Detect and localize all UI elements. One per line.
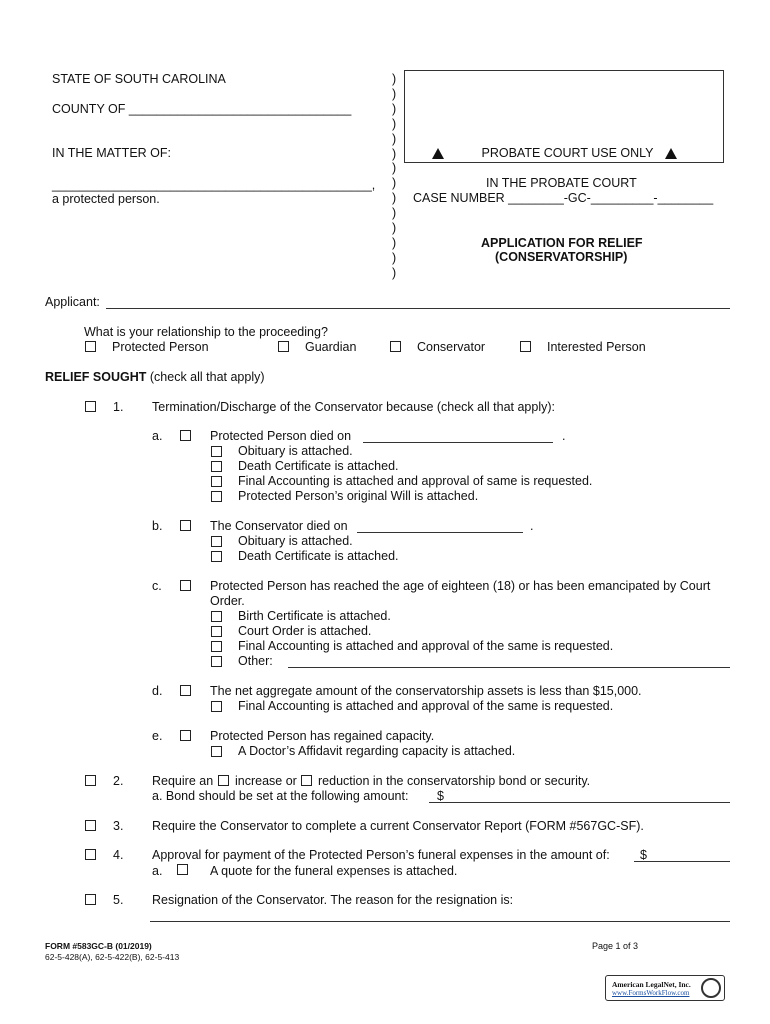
item3-text: Require the Conservator to complete a current Conservator Report (FORM #567GC-SF). [152,819,644,833]
protected-person-option: Protected Person [112,340,209,354]
final-accounting-label: Final Accounting is attached and approval of the same is requested. [238,699,614,713]
triangle-up-icon [432,148,444,159]
other-label: Other: [238,654,273,668]
matter-name-field[interactable]: ______________________________________________, [52,178,376,192]
matter-label: IN THE MATTER OF: [52,146,171,160]
will-checkbox[interactable] [211,491,222,502]
item4-checkbox[interactable] [85,849,96,860]
applicant-field[interactable] [106,308,730,309]
in-probate-court: IN THE PROBATE COURT [486,176,637,190]
triangle-up-icon [665,148,677,159]
item2-checkbox[interactable] [85,775,96,786]
court-use-only-label [432,146,677,160]
bond-amount-label: a. Bond should be set at the following amount: [152,789,409,803]
other-checkbox[interactable] [211,656,222,667]
caption-divider: ) ) ) ) ) ) ) ) ) ) ) ) ) ) [392,72,397,280]
protected-person-checkbox[interactable] [85,341,96,352]
affidavit-checkbox[interactable] [211,746,222,757]
item1-checkbox[interactable] [85,401,96,412]
obituary-checkbox[interactable] [211,536,222,547]
interested-person-checkbox[interactable] [520,341,531,352]
item1d-letter: d. [152,684,163,698]
item1b-text: The Conservator died on [210,519,348,533]
conservator-option: Conservator [417,340,486,354]
applicant-label: Applicant: [45,295,100,309]
item1e-text: Protected Person has regained capacity. [210,729,435,743]
bond-dollar: $ [437,789,444,803]
affidavit-label: A Doctor’s Affidavit regarding capacity is attached. [238,744,516,758]
case-number[interactable]: CASE NUMBER ________-GC-_________-________ [413,191,714,205]
final-accounting-checkbox[interactable] [211,476,222,487]
increase-label: increase or [235,774,297,788]
other-field[interactable] [288,667,730,668]
item1a-text: Protected Person died on [210,429,352,443]
obituary-checkbox[interactable] [211,446,222,457]
form-subtitle: (CONSERVATORSHIP) [495,250,628,264]
interested-person-option: Interested Person [547,340,646,354]
item1b-letter: b. [152,519,163,533]
item1-text: Termination/Discharge of the Conservator because (check all that apply): [152,400,555,414]
reduction-label: reduction in the conservatorship bond or security. [318,774,591,788]
item4-text: Approval for payment of the Protected Person’s funeral expenses in the amount of: [152,848,610,862]
death-certificate-label: Death Certificate is attached. [238,459,399,473]
birth-certificate-checkbox[interactable] [211,611,222,622]
protected-person-label: a protected person. [52,192,160,206]
item1c-letter: c. [152,579,162,593]
court-order-checkbox[interactable] [211,626,222,637]
final-accounting-label: Final Accounting is attached and approval of same is requested. [238,474,593,488]
court-use-only-text: PROBATE COURT USE ONLY [481,146,654,160]
court-order-label: Court Order is attached. [238,624,372,638]
funeral-quote-label: A quote for the funeral expenses is attached. [210,864,458,878]
legalnet-logo [605,975,725,1001]
relief-heading [45,370,265,384]
item1b-date-field[interactable] [357,532,523,533]
final-accounting-checkbox[interactable] [211,641,222,652]
relief-note: (check all that apply) [149,370,265,384]
funeral-quote-checkbox[interactable] [177,864,188,875]
death-certificate-checkbox[interactable] [211,551,222,562]
item1c-text-cont: Order. [210,594,245,608]
final-accounting-label: Final Accounting is attached and approval of the same is requested. [238,639,614,653]
item1c-text: Protected Person has reached the age of eighteen (18) or has been emancipated by Court [210,579,711,593]
logo-name: American LegalNet, Inc. [612,980,691,989]
form-title: APPLICATION FOR RELIEF [481,236,643,250]
county-text: COUNTY OF [52,102,126,116]
obituary-label: Obituary is attached. [238,444,353,458]
item3-checkbox[interactable] [85,820,96,831]
item5-number: 5. [113,893,124,907]
item2-pre: Require an [152,774,214,788]
obituary-label: Obituary is attached. [238,534,353,548]
item5-checkbox[interactable] [85,894,96,905]
item1b-checkbox[interactable] [180,520,191,531]
death-certificate-label: Death Certificate is attached. [238,549,399,563]
funeral-amount-field[interactable] [634,861,730,862]
item1-number: 1. [113,400,124,414]
seal-icon [701,978,721,998]
page-number: Page 1 of 3 [592,941,639,951]
birth-certificate-label: Birth Certificate is attached. [238,609,391,623]
final-accounting-checkbox[interactable] [211,701,222,712]
item1e-letter: e. [152,729,163,743]
item1a-checkbox[interactable] [180,430,191,441]
county-field[interactable]: ________________________________ [128,102,352,116]
item5-text: Resignation of the Conservator. The reason for the resignation is: [152,893,514,907]
increase-checkbox[interactable] [218,775,229,786]
bond-amount-field[interactable] [429,802,730,803]
item4a-letter: a. [152,864,163,878]
guardian-option: Guardian [305,340,357,354]
county-label [52,102,351,116]
item1c-checkbox[interactable] [180,580,191,591]
item3-number: 3. [113,819,124,833]
item4-number: 4. [113,848,124,862]
funeral-dollar: $ [640,848,647,862]
statutes: 62-5-428(A), 62-5-422(B), 62-5-413 [45,952,180,962]
conservator-checkbox[interactable] [390,341,401,352]
relief-heading-text: RELIEF SOUGHT [45,370,147,384]
death-certificate-checkbox[interactable] [211,461,222,472]
item1b-period: . [530,519,534,533]
item1a-letter: a. [152,429,163,443]
item1a-period: . [562,429,566,443]
state-label: STATE OF SOUTH CAROLINA [52,72,226,86]
item1d-text: The net aggregate amount of the conservatorship assets is less than $15,000. [210,684,642,698]
item1a-date-field[interactable] [363,442,553,443]
relationship-question: What is your relationship to the proceeding? [84,325,328,339]
item1d-checkbox[interactable] [180,685,191,696]
will-label: Protected Person’s original Will is attached. [238,489,479,503]
guardian-checkbox[interactable] [278,341,289,352]
logo-url[interactable]: www.FormsWorkFlow.com [612,989,690,997]
resignation-reason-field[interactable] [150,921,730,922]
reduction-checkbox[interactable] [301,775,312,786]
form-number: FORM #583GC-B (01/2019) [45,941,152,951]
item1e-checkbox[interactable] [180,730,191,741]
item2-number: 2. [113,774,124,788]
